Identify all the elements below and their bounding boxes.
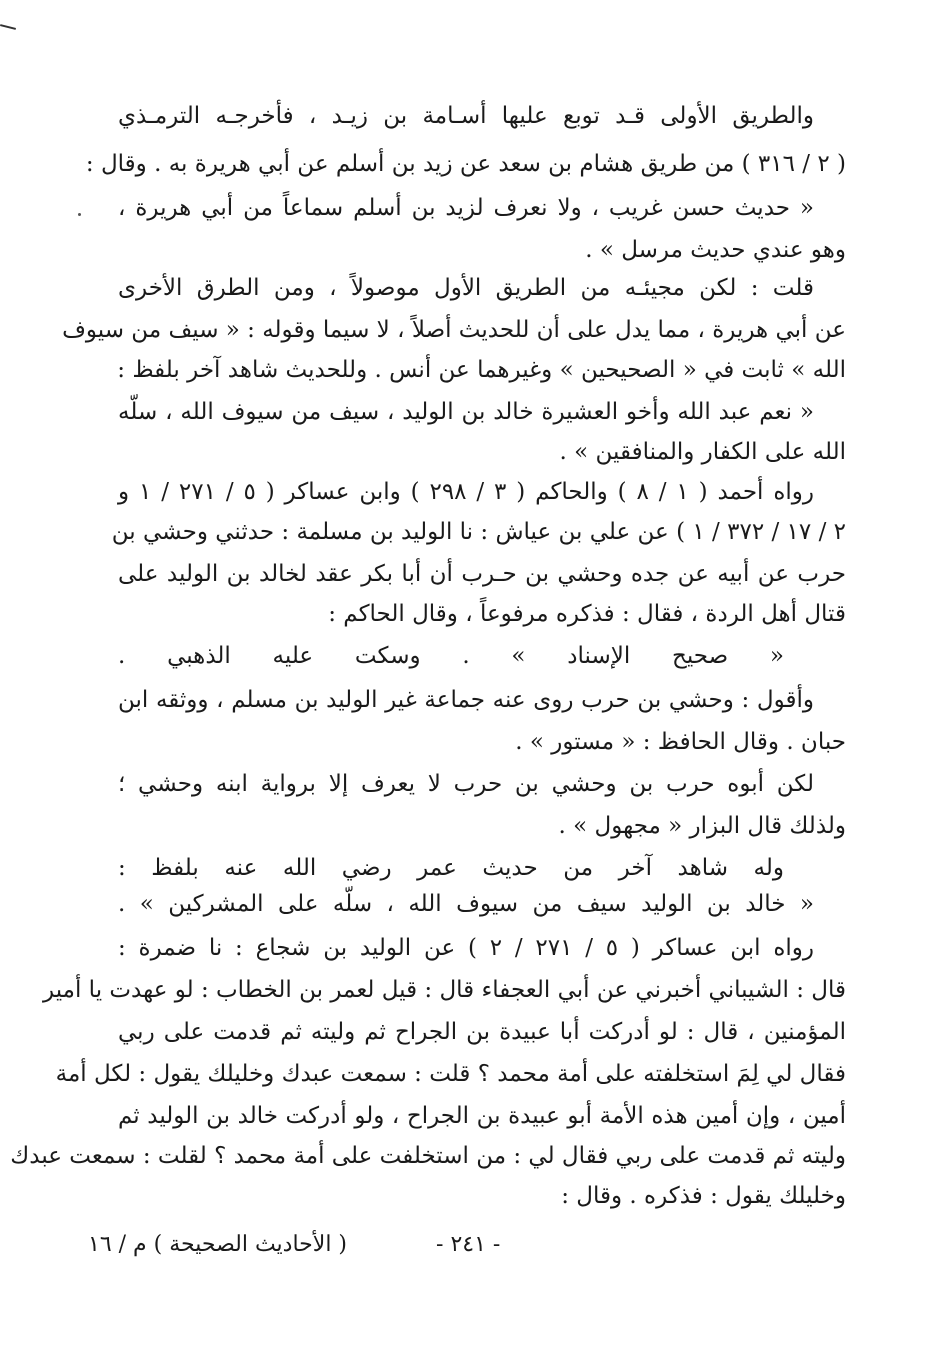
text-line: ولذلك قال البزار « مجهول » .	[558, 813, 846, 839]
text-line: حرب عن أبيه عن جده وحشي بن حـرب أن أبا بكر عقد لخالد بن الوليد على	[118, 561, 846, 587]
text-line: الله » ثابت في « الصحيحين » وغيرهما عن أنس . وللحديث شاهد آخر بلفظ :	[117, 357, 846, 383]
text-line: « نعم عبد الله وأخو العشيرة خالد بن الوليد ، سيف من سيوف الله ، سلّه	[118, 399, 814, 425]
footer-book-title: ( الأحاديث الصحيحة ) م / ١٦	[88, 1232, 348, 1257]
text-line: « حديث حسن غريب ، ولا نعرف لزيد بن أسلم سماعاً من أبي هريرة ،	[118, 195, 814, 221]
text-line: وله شاهد آخر من حديث عمر رضي الله عنه بلفظ :	[118, 855, 784, 881]
text-line: « صحيح الإسناد » . وسكت عليه الذهبي .	[118, 643, 784, 669]
text-line: فقال لي لِمَ استخلفته على أمة محمد ؟ قلت : سمعت عبدك وخليلك يقول : لكل أمة	[55, 1061, 846, 1087]
text-line: قلت : لكن مجيئـه من الطريق الأول موصولاً ، ومن الطرق الأخرى	[118, 275, 814, 301]
text-line: وليته ثم قدمت على ربي فقال لي : من استخلفت على أمة محمد ؟ لقلت : سمعت عبدك	[10, 1143, 846, 1169]
text-line: وهو عندي حديث مرسل » .	[585, 237, 846, 263]
text-line: رواه ابن عساكر ( ٥ / ٢٧١ / ٢ ) عن الوليد بن شجاع : نا ضمرة :	[118, 935, 814, 961]
text-line: لكن أبوه حرب بن وحشي بن حرب لا يعرف إلا برواية ابنه وحشي ؛	[118, 771, 814, 797]
text-line: والطريق الأولى قـد توبع عليها أسـامة بن زيـد ، فأخرجـه الترمـذي	[118, 103, 814, 129]
footer-page-number: - ٢٤١ -	[436, 1232, 501, 1257]
text-line: قتال أهل الردة ، فقال : فذكره مرفوعاً ، وقال الحاكم :	[328, 601, 846, 627]
text-line: حبان . وقال الحافظ : « مستور » .	[515, 729, 846, 755]
text-line: الله على الكفار والمنافقين » .	[559, 439, 846, 465]
text-line: ٢ / ١٧ / ٣٧٢ / ١ ) عن علي بن عياش : نا الوليد بن مسلمة : حدثني وحشي بن	[111, 519, 846, 545]
text-line: ( ٢ / ٣١٦ ) من طريق هشام بن سعد عن زيد بن أسلم عن أبي هريرة به . وقال :	[85, 151, 846, 177]
text-line: رواه أحمد ( ١ / ٨ ) والحاكم ( ٣ / ٢٩٨ ) وابن عساكر ( ٥ / ٢٧١ / ١ و	[118, 479, 814, 505]
scan-corner-mark	[0, 24, 16, 30]
text-line: عن أبي هريرة ، مما يدل على أن للحديث أصلاً ، لا سيما وقوله : « سيف من سيوف	[62, 317, 846, 343]
text-line: المؤمنين ، قال : لو أدركت أبا عبيدة بن الجراح ثم وليته ثم قدمت على ربي	[118, 1019, 846, 1045]
text-line: وخليلك يقول : فذكره . وقال :	[561, 1183, 846, 1209]
text-line: وأقول : وحشي بن حرب روى عنه جماعة غير الوليد بن مسلم ، ووثقه ابن	[118, 687, 814, 713]
text-line: قال : الشيباني أخبرني عن أبي العجفاء قال : قيل لعمر بن الخطاب : لو عهدت يا أمير	[43, 977, 846, 1003]
scan-speck	[78, 213, 81, 216]
text-line: أمين ، وإن أمين هذه الأمة أبو عبيدة بن الجراح ، ولو أدركت خالد بن الوليد ثم	[118, 1103, 846, 1129]
text-line: « خالد بن الوليد سيف من سيوف الله ، سلّه على المشركين » .	[118, 891, 814, 917]
